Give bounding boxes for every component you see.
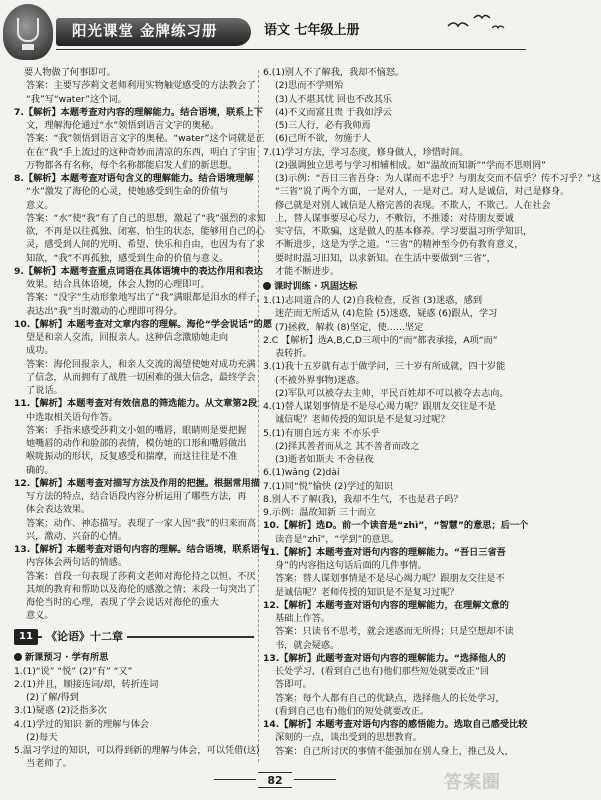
text-line: (2)军队可以被夺去主帅，平民百姓却不可以被夺去志向。 (275, 387, 509, 399)
text-line: 写方法的特点，结合语段内容分析运用了哪些方法，再 (26, 491, 247, 502)
text-line: 诚信呢？老师传授的知识是不是复习过呢？ (275, 414, 450, 426)
text-line: 文，理解海伦通过“水”领悟到语言文字的奥秘。 (26, 120, 220, 131)
text-line: (3)人不堪其忧 回也不改其乐 (275, 93, 392, 105)
text-line: 10.【解析】选D。前一个读音是“zhì”，“智慧”的意思；后一个 (263, 520, 529, 532)
text-line: 9.【解析】本题考查重点词语在具体语境中的表达作用和表达 (14, 265, 263, 277)
trophy-emblem-icon (3, 4, 53, 60)
text-line: 迷茫而无所适从 (4)危险 (5)迷惑，疑惑 (6)跟从，学习 (275, 308, 498, 320)
text-line: 7.(1)学习方法，学习态度，修身做人，珍惜时间。 (263, 146, 469, 158)
text-line: (5)三人行，必有我师焉 (275, 120, 371, 131)
text-line: 8.别人不了解(我)，我却不生气，不也是君子吗？ (263, 493, 463, 505)
text-line: 知欲，“我”不再孤独，感受到生命的价值与意义。 (26, 252, 229, 264)
answers-list-practice (263, 294, 529, 758)
text-line: 答案：手指来感受莎莉文小姐的嘴唇，眼睛则是要把握 (26, 424, 247, 436)
text-line: 意义。 (26, 199, 54, 211)
text-line: “三省”说了两个方面，一是对人，一是对己。对人是诚信，对己是修身。 (275, 186, 570, 198)
text-line: (3)示例：“吾日三省吾身：为人谋而不忠乎？与朋友交而不信乎？传不习乎？”这 (275, 173, 601, 184)
text-line: 了说话。 (26, 385, 63, 396)
text-line: (2)了解/得到 (26, 692, 79, 703)
text-line: 10.【解析】本题考查对文章内容的理解。海伦“学会说话”的愿 (14, 318, 273, 330)
text-line: (2)择其善者而从之 其不善者而改之 (275, 440, 420, 452)
bullet-icon (263, 282, 271, 290)
text-line: 答案：替人谋划事情是不是尽心竭力呢？跟朋友交往是不 (275, 573, 505, 585)
text-line: 答即可。 (275, 679, 312, 691)
text-line: 其烦的教育和帮助以及海伦的感激之情；末段一句突出了 (26, 583, 256, 595)
text-line: 在在“我”手上流过的这种奇妙而清凉的东西，明白了宇宙 (26, 146, 257, 158)
text-line: 欲，不再是以往孤独、闭塞、怕生的状态，能够用自己的心 (26, 226, 265, 237)
text-line: (4)不义而富且贵 于我如浮云 (275, 106, 392, 118)
text-line: 她嘴唇的动作和脸部的表情，模仿她的口形和嘴唇做出 (26, 438, 247, 449)
text-line: (2)强调独立思考与学习相辅相成。如“温故而知新”“学而不思则罔” (275, 159, 546, 171)
text-line: 4.(1)学过的知识 新的理解与体会 (14, 718, 149, 730)
section-header-preview: 新课预习 · 学有所思 (14, 651, 254, 665)
text-line: 6.(1)wǎng (2)dài (263, 467, 340, 479)
answers-list-chapter-10 (14, 66, 273, 623)
text-line: 11.【解析】本题考查对有效信息的筛选能力。从文章第2段 (14, 398, 258, 410)
text-line: 3.(1)我十五岁就有志于做学问，三十岁有所成就，四十岁能 (263, 361, 506, 373)
left-column (14, 66, 273, 771)
text-line: 答案：“我”领悟到语言文字的奥秘。“water”这个词就是正 (26, 133, 265, 145)
footer-flourish-left (214, 779, 256, 780)
answers-list-preview (14, 665, 260, 771)
text-line: 修己就是对别人诚信是人格完善的表现。不欺人，不欺己。人在社会 (275, 199, 551, 211)
text-line: 意义。 (26, 610, 54, 622)
text-line: 表转折。 (275, 348, 312, 359)
text-line: 答案：只读书不思考，就会迷惑而无所得；只是空想却不读 (275, 626, 514, 638)
text-line: 答案：首段一句表现了莎莉文老师对海伦持之以恒、不厌 (26, 570, 256, 582)
text-line: 要人物做了何事即可。 (24, 67, 116, 78)
text-line: (2)每天 (26, 731, 58, 743)
text-line: 表达出“我”当时激动的心理即可得分。 (26, 305, 183, 317)
text-line: 11.【解析】本题考查对语句内容的理解能力。“吾日三省吾 (263, 546, 506, 558)
chapter-header (14, 628, 254, 648)
text-line: 灵，感受到人间的光明、希望、快乐和自由，也因为有了求 (26, 239, 265, 251)
chapter-number-badge: 11 (14, 629, 38, 645)
text-line: 深刻的一点，谈出受到的思想教育。 (275, 732, 422, 744)
text-line: 了信念，从而拥有了战胜一切困难的强大信念，最终学会 (26, 371, 256, 383)
text-line: 1.(1)“说” “悦” (2)“有” “又” (14, 665, 133, 677)
text-line: 效果。结合具体语境，体会人物的心理即可。 (26, 279, 210, 290)
bullet-icon (14, 653, 22, 661)
page-number: 82 (258, 772, 292, 788)
text-line: 13.【解析】本题考查对语句内容的理解。结合语境，联系语句 (14, 544, 270, 555)
text-line: 喉咙振动的形状，反复感受和揣摩，而这往往是不准 (26, 451, 238, 463)
text-line: (2)思而不学则殆 (275, 80, 344, 92)
series-title: 阳光课堂 金牌练习册 (72, 24, 218, 40)
text-line: 当老师了。 (26, 758, 72, 770)
text-line: (6)己所不欲，勿施于人 (275, 133, 371, 145)
text-line: 5.温习学过的知识，可以得到新的理解与体会，可以凭借(这) (14, 745, 260, 756)
text-line: 7.(1)同“悦”愉快 (2)学过的知识 (263, 480, 393, 492)
text-line: 书，就会疑惑。 (275, 639, 340, 651)
text-line: 基础上作答。 (275, 613, 331, 624)
text-line: 成功。 (26, 345, 54, 357)
text-line: 14.【解析】本题考查对语句内容的感悟能力。选取自己感受比较 (263, 719, 528, 730)
text-line: 答案：“没字”生动形象地写出了“我”满眼都是泪水的样子， (26, 292, 266, 304)
text-line: 1.(1)志同道合的人 (2)自我检查，反省 (3)迷惑，感到 (263, 295, 483, 306)
text-line: 要时时温习旧知，以求新知。在生活中要做到“三省”， (275, 252, 496, 264)
text-line: 实守信，不欺骗，这是做人的基本修养。学习要温习所学知识， (275, 226, 533, 237)
text-line: 读音是“zhī”，“学到”的意思。 (275, 533, 400, 545)
text-line: (看到自己也有)他们的短处就要改正。 (275, 705, 430, 717)
text-line: 兴，激动、兴奋的心情。 (26, 530, 128, 542)
text-line: 12.【解析】本题考查对描写方法及作用的把握。根据常用描 (14, 477, 260, 489)
subject-grade: 语文 七年级上册 (264, 23, 360, 38)
text-line: 上，替人谋事要尽心尽力，不敷衍，不推诿；对待朋友要诚 (275, 212, 514, 224)
text-line: 身”的内容指这句话后面的几件事情。 (275, 560, 427, 571)
text-line: 是诚信呢？老师传授的知识是不是复习过呢？ (275, 586, 459, 598)
text-line: 9.示例：温故知新 三十而立 (263, 507, 376, 518)
text-line: 7.【解析】本题考查对内容的理解能力。结合语境，联系上下 (14, 106, 263, 118)
text-line: (7)拯救，解救 (8)坚定，使……坚定 (275, 321, 424, 333)
text-line: 8.【解析】本题考查对语句含义的理解能力。结合语境理解 (14, 173, 254, 184)
text-line: 4.(1)替人谋划事情是不是尽心竭力呢？跟朋友交往是不是 (263, 401, 497, 412)
column-divider (258, 70, 259, 762)
text-line: 3.(1)疑惑 (2)泛指多次 (14, 705, 107, 717)
text-line: 答案：“水”使“我”有了自己的思想，激起了“我”强烈的求知 (26, 212, 266, 224)
text-line: 内容体会两句话的情感。 (26, 557, 128, 569)
text-line: 6.(1)别人不了解我，我却不恼怒。 (263, 67, 405, 78)
text-line: 答案：每个人都有自己的优缺点，选择他人的长处学习， (275, 692, 505, 704)
text-line: “我”写“water”这个词。 (26, 93, 127, 105)
text-line: 答案：动作、神态描写。表现了一家人因“我”的归来而高 (26, 517, 257, 529)
answers-list-preview-cont (263, 66, 601, 278)
text-line: 长处学习，(看到自己也有)他们那些短处就要改正”回 (275, 666, 490, 677)
footer-flourish-right (294, 779, 336, 780)
text-line: 万物都各有名称，每个名称都能启发人们的新思想。 (26, 159, 238, 171)
text-line: 12.【解析】本题考查对语句内容的理解能力，在理解文意的 (263, 599, 509, 611)
text-line: (不被外界事物)迷惑。 (275, 374, 365, 386)
watermark-logo: 答案圈 (444, 772, 501, 793)
text-line: 中选取相关语句作答。 (26, 411, 118, 423)
text-line: 才能不断进步。 (275, 265, 340, 277)
text-line: 海伦当时的心理，表现了学会说话对海伦的重大 (26, 597, 219, 608)
text-line: 答案：主要写莎莉文老师利用实物触觉感受的方法教会了 (26, 80, 256, 92)
text-line: 望是和亲人交流，回报亲人。这种信念激励她走向 (26, 332, 229, 343)
text-line: (3)逝者如斯夫 不舍昼夜 (275, 454, 374, 465)
flying-birds-icon (440, 6, 510, 36)
text-line: “水”激发了海伦的心灵，使她感受到生命的价值与 (26, 186, 229, 198)
text-line: 体会表达效果。 (26, 504, 91, 516)
header-rule (56, 49, 526, 50)
page-footer (210, 770, 340, 792)
text-line: 答案：自己所讨厌的事情不能强加在别人身上，推己及人， (275, 745, 514, 757)
section-header-practice: 课时训练 · 巩固达标 (263, 280, 515, 294)
page-header (0, 0, 541, 68)
text-line: 答案：海伦回报亲人，和亲人交流的渴望使她对成功充满 (26, 358, 256, 370)
text-line: 确的。 (26, 464, 54, 476)
text-line: 2.(1)并且，顺接连词/却，转折连词 (14, 678, 159, 690)
chapter-title: 《论语》十二章 (42, 628, 127, 646)
text-line: 13.【解析】此题考查对语句内容的理解能力。“选择他人的 (263, 652, 506, 664)
text-line: 不断进步，这是为学之道。“三省”的精神至今仍有教育意义， (275, 239, 524, 251)
right-column (263, 66, 601, 758)
text-line: 5.(1)有朋自远方来 不亦乐乎 (263, 427, 380, 439)
text-line: 2.C 【解析】选A,B,C,D三项中的“而”都表承接，A项“而” (263, 334, 498, 346)
